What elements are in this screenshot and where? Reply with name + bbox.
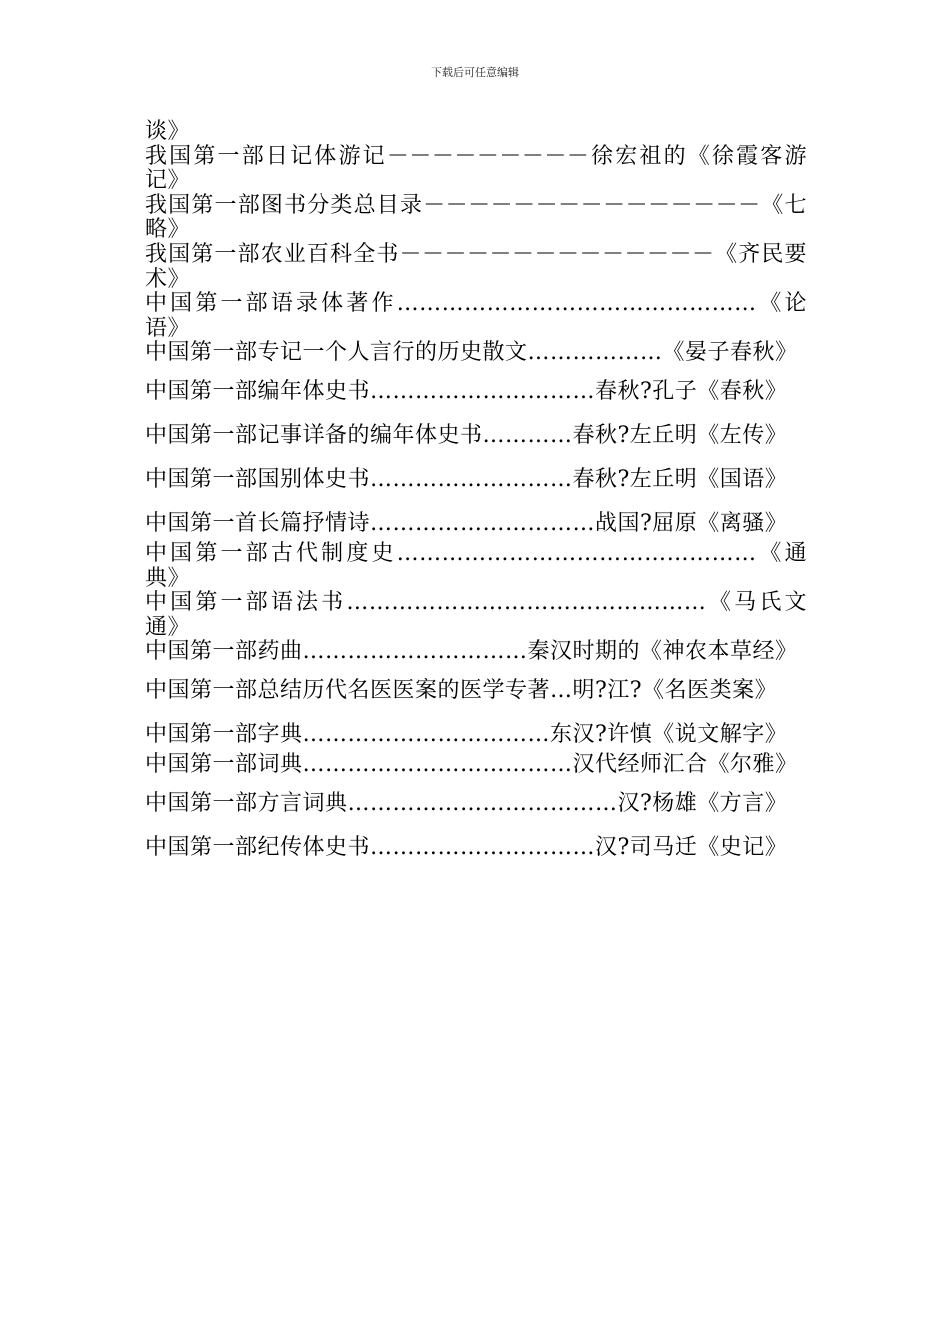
paragraph: 中国第一部编年体史书…………………………春秋?孔子《春秋》 (145, 378, 788, 404)
page-header: 下载后可任意编辑 (431, 66, 519, 79)
paragraph: 中国第一部国别体史书………………………春秋?左丘明《国语》 (145, 466, 788, 492)
paragraph: 中国第一部纪传体史书…………………………汉?司马迁《史记》 (145, 834, 788, 860)
paragraph: 中国第一部古代制度史…………………………………………《通典》 (145, 540, 807, 591)
paragraph: 中国第一部词典………………………………汉代经师汇合《尔雅》 (145, 751, 798, 777)
paragraph: 中国第一首长篇抒情诗…………………………战国?屈原《离骚》 (145, 510, 788, 536)
paragraph: 中国第一部语录体著作…………………………………………《论语》 (145, 291, 807, 341)
paragraph: 我国第一部日记体游记－－－－－－－－－徐宏祖的《徐霞客游记》 (145, 143, 807, 194)
paragraph: 中国第一部药曲…………………………秦汉时期的《神农本草经》 (145, 639, 798, 665)
paragraph: 我国第一部图书分类总目录－－－－－－－－－－－－－－－《七略》 (145, 192, 807, 243)
paragraph: 我国第一部农业百科全书－－－－－－－－－－－－－－《齐民要术》 (145, 241, 807, 292)
paragraph: 谈》 (145, 119, 191, 144)
paragraph: 中国第一部语法书…………………………………………《马氏文通》 (145, 590, 807, 640)
paragraph: 中国第一部字典……………………………东汉?许慎《说文解字》 (145, 721, 788, 747)
paragraph: 中国第一部方言词典………………………………汉?杨雄《方言》 (145, 790, 788, 816)
paragraph: 中国第一部总结历代名医医案的医学专著…明?江?《名医类案》 (145, 677, 778, 703)
document-body (145, 120, 807, 866)
paragraph: 中国第一部记事详备的编年体史书…………春秋?左丘明《左传》 (145, 422, 788, 448)
paragraph: 中国第一部专记一个人言行的历史散文………………《晏子春秋》 (145, 340, 798, 366)
